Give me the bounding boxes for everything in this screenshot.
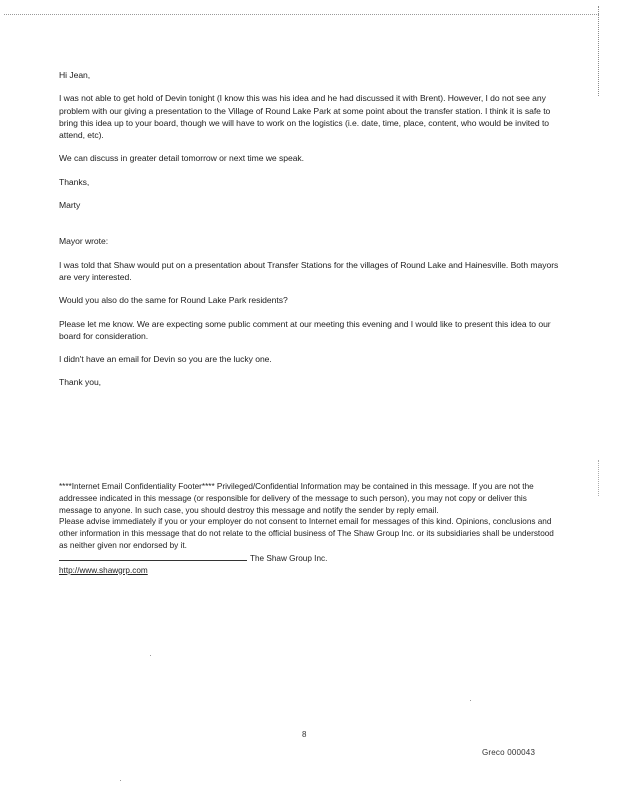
- confidentiality-footer: [59, 481, 559, 576]
- email-body: [59, 69, 559, 389]
- quoted-paragraph-1: I was told that Shaw would put on a presentation about Transfer Stations for the villages of Round Lake and Hainesville. Both mayors are very interested.: [59, 259, 559, 282]
- email-closing: Thanks,: [59, 176, 90, 187]
- quoted-paragraph-4: I didn't have an email for Devin so you are the lucky one.: [59, 354, 272, 365]
- quoted-paragraph-3: Please let me know. We are expecting some public comment at our meeting this evening and I would like to present this idea to our board for consideration.: [59, 318, 551, 341]
- scan-artifact-top-line: [4, 14, 599, 16]
- email-signature: Marty: [59, 200, 81, 211]
- signature-rule: [59, 552, 247, 561]
- scan-artifact-right-mark-lower: [598, 460, 600, 496]
- footer-advisory-notice: Please advise immediately if you or your employer do not consent to Internet email for messages of this kind. Opinions, conclusions and other information in this message that do not relate to the official business of The Shaw Group Inc. or its subsidiaries shall be understood as neither given nor endorsed by it.: [59, 517, 554, 550]
- footer-company-line: [59, 552, 559, 565]
- page-number: 8: [302, 730, 307, 739]
- bates-number: Greco 000043: [482, 748, 536, 757]
- company-website-link[interactable]: http://www.shawgrp.com: [59, 565, 148, 575]
- footer-company-name: The Shaw Group Inc.: [250, 553, 328, 563]
- quoted-closing: Thank you,: [59, 377, 102, 388]
- scan-artifact-right-mark: [598, 6, 600, 96]
- quoted-paragraph-2: Would you also do the same for Round Lake Park residents?: [59, 295, 288, 306]
- scan-speck: [470, 700, 471, 701]
- scan-speck: [150, 655, 151, 656]
- email-greeting: Hi Jean,: [59, 70, 91, 80]
- quoted-header: Mayor wrote:: [59, 236, 109, 247]
- footer-confidentiality-notice: ****Internet Email Confidentiality Footer**** Privileged/Confidential Information may be contained in this message. If you are not the addressee indicated in this message (or responsible for delivery of the message to such person), you may not copy or deliver this message to anyone. In such case, you should destroy this message and notify the sender by reply email.: [59, 482, 534, 515]
- email-paragraph-1: I was not able to get hold of Devin tonight (I know this was his idea and he had discussed it with Brent). However, I do not see any problem with our giving a presentation to the Village of Round Lake Park at some point about the transfer station. I think it is safe to bring this idea up to your board, though we will have to work on the logistics (i.e. date, time, place, content, who would be invited to attend, etc).: [59, 93, 551, 141]
- footer-url-line: [59, 565, 559, 577]
- email-paragraph-2: We can discuss in greater detail tomorrow or next time we speak.: [59, 153, 305, 164]
- scan-speck: [120, 780, 121, 781]
